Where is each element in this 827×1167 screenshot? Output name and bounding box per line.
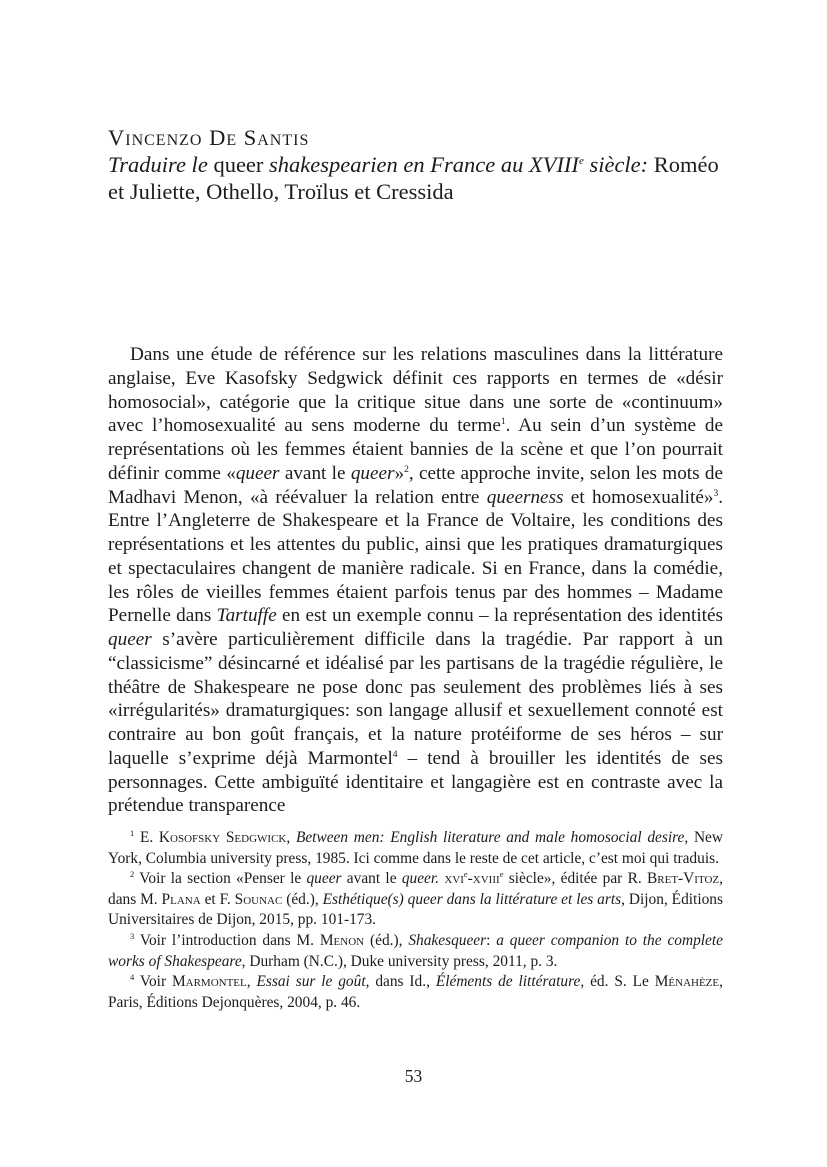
text-run: . Au sein d’un système de représentations où les femmes étaient bannies de la scène et que l’on pourrait définir comme « — [108, 415, 723, 484]
text-run-smallcaps: Bret-Vitoz — [647, 870, 720, 888]
footnote-number: 1 — [130, 828, 135, 838]
footnote-ref[interactable]: 2 — [404, 464, 409, 475]
footnote-number: 4 — [130, 972, 135, 983]
text-run-italic: Esthétique(s) queer dans la littérature et les arts — [322, 890, 622, 908]
text-run: siècle», éditée par R. — [503, 870, 647, 888]
text-run: en est un exemple connu – la représentation des identités — [276, 605, 723, 627]
superscript: e — [463, 869, 468, 880]
text-run-smallcaps: xviii — [472, 870, 500, 888]
text-run-italic: Shakesqueer — [408, 931, 487, 949]
text-run-italic: queer — [350, 462, 395, 484]
body-text — [108, 343, 723, 818]
article-header — [108, 124, 723, 205]
text-run: , Durham (N.C.), Duke university press, 2011, p. 3. — [241, 952, 558, 970]
author-name: Vincenzo De Santis — [108, 125, 310, 150]
text-run: , dans Id., — [365, 973, 436, 991]
text-run: , — [286, 829, 296, 846]
text-run-smallcaps: Sounac — [234, 890, 283, 908]
text-run: s’avère particulièrement difficile dans la tragédie. Par rapport à un “classicisme” désincarné et idéalisé par les partisans de la tragédie régulière, le théâtre de Shakespeare ne pose donc pas seulement des problèmes liés à ses «irrégularités» dramaturgiques: son langage allusif et sexuellement connoté est contraire au bon goût français, et la nature protéiforme de ses héros – sur laquelle s’exprime déjà Marmontel — [108, 629, 723, 769]
superscript: e — [499, 869, 504, 880]
body-paragraph — [108, 343, 723, 818]
text-run-italic: queer. — [401, 870, 440, 888]
text-run: , Dijon, Éditions Universitaires de Dijon, 2015, pp. 101-173. — [108, 890, 723, 929]
text-run-smallcaps: Kosofsky Sedgwick — [158, 829, 287, 846]
footnote-ref[interactable]: 1 — [500, 417, 506, 428]
text-run: , cette approche invite, selon les mots de Madhavi Menon, «à réévaluer la relation entre — [108, 462, 723, 508]
text-run: Voir — [134, 973, 172, 991]
text-run-italic: queer — [235, 462, 280, 484]
text-run-smallcaps: Marmontel — [171, 973, 247, 991]
article-title — [108, 151, 723, 205]
footnotes — [108, 828, 723, 1013]
footnote-number: 3 — [130, 930, 135, 941]
text-run-italic: Tartuffe — [216, 605, 277, 627]
text-run: E. — [134, 829, 159, 846]
text-run-smallcaps: Menon — [319, 931, 365, 949]
text-run: : — [486, 931, 497, 949]
text-run-italic: queer — [306, 870, 342, 888]
text-run: - — [467, 870, 473, 888]
text-run: et F. — [200, 890, 235, 908]
text-run: » — [394, 462, 405, 484]
text-run: (éd.), — [364, 931, 409, 949]
text-run-italic: Éléments de littérature — [435, 973, 581, 991]
footnote — [108, 931, 723, 972]
text-run-smallcaps: Plana — [161, 890, 201, 908]
text-run-italic: Between men: English literature and male homosocial desire — [295, 829, 685, 846]
text-run: , Paris, Éditions Dejonquères, 2004, p. 46. — [108, 973, 723, 1011]
footnote-number: 2 — [130, 869, 135, 880]
text-run: , éd. S. Le — [580, 973, 655, 991]
text-run: . Entre l’Angleterre de Shakespeare et la France de Voltaire, les conditions des représentations et les attentes du public, ainsi que les pratiques dramaturgiques et spectaculaires changent de manière radicale. Si en France, dans la comédie, les rôles de vieilles femmes étaient parfois tenus par des hommes – Madame Pernelle dans — [108, 486, 723, 627]
text-run-smallcaps: Ménahèze — [654, 973, 720, 991]
title-part — [269, 152, 648, 177]
footnote — [108, 869, 723, 931]
text-run: (éd.), — [282, 890, 323, 908]
text-run-italic: a queer companion to the complete works of Shakespeare — [108, 931, 723, 970]
footnote — [108, 828, 723, 869]
text-run: , dans M. — [108, 870, 723, 908]
text-run: Dans une étude de référence sur les relations masculines dans la littérature anglaise, Eve Kasofsky Sedgwick définit ces rapports en termes de «désir homosocial», catégorie que la critique situe dans une sorte de «continuum» avec l’homosexualité au sens moderne du terme — [108, 344, 723, 437]
text-run-italic: Essai sur le goût — [256, 973, 366, 991]
page-number: 53 — [404, 1066, 423, 1086]
title-part: Roméo et Juliette, Othello, Troïlus et Cressida — [108, 152, 719, 204]
footnote-ref[interactable]: 3 — [713, 488, 719, 499]
title-part: siècle: — [583, 152, 649, 177]
title-superscript: e — [578, 155, 584, 167]
title-part: shakespearien en France au XVIII — [269, 152, 579, 177]
footnote — [108, 972, 723, 1013]
text-run: Voir l’introduction dans M. — [134, 931, 320, 949]
text-run: avant le — [279, 462, 351, 484]
text-run: , — [246, 973, 257, 991]
title-part: queer — [207, 152, 270, 177]
text-run-smallcaps: xvi — [444, 870, 464, 888]
text-run: avant le — [341, 870, 402, 888]
footnote-ref[interactable]: 4 — [392, 749, 398, 760]
text-run: Voir la section «Penser le — [134, 870, 307, 888]
text-run-italic: queerness — [486, 486, 564, 508]
text-run: – tend à brouiller les identités de ses personnages. Cette ambiguïté identitaire et langagière est en contraste avec la prétendue transparence — [108, 747, 723, 817]
text-run: , New York, Columbia university press, 1985. Ici comme dans le reste de cet article, c’est moi qui traduis. — [108, 829, 724, 867]
text-run-italic: queer — [108, 629, 152, 650]
title-part: Traduire le — [108, 152, 208, 177]
text-run: et homosexualité» — [563, 486, 714, 508]
